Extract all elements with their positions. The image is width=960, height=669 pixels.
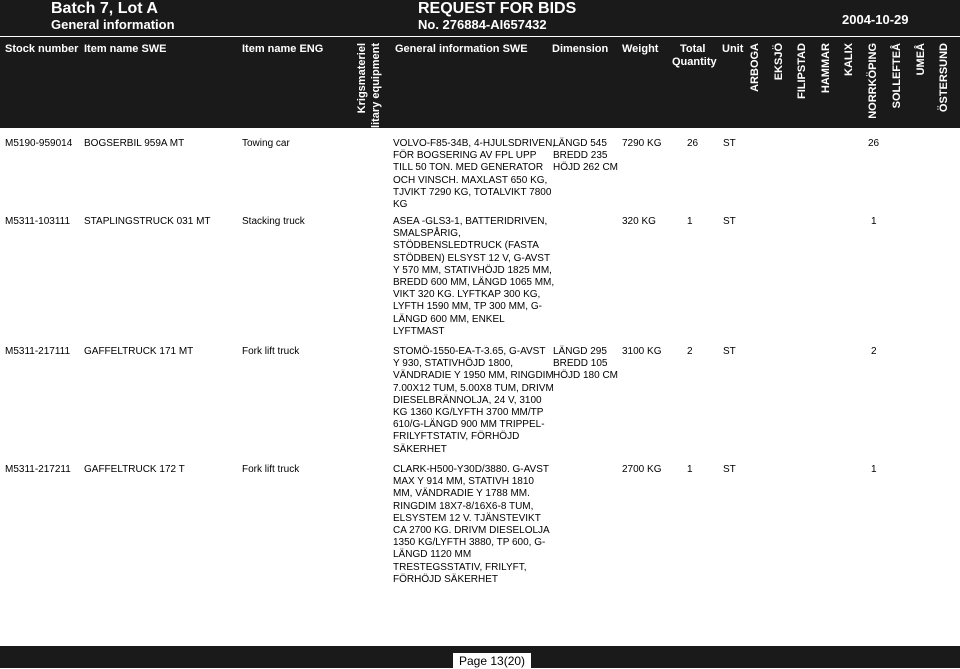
page-indicator: Page 13(20) — [453, 653, 531, 669]
location-quantity-norrkoping: 1 — [871, 216, 877, 227]
stock-number: M5311-217111 — [5, 346, 71, 357]
item-name-swe: BOGSERBIL 959A MT — [84, 138, 185, 149]
location-quantity-norrkoping: 26 — [868, 138, 880, 149]
total-quantity: 1 — [687, 216, 693, 227]
col-location-ostersund: ÖSTERSUND — [938, 43, 950, 113]
total-quantity: 26 — [687, 138, 699, 149]
total-quantity: 2 — [687, 346, 693, 357]
general-info: VOLVO-F85-34B, 4-HJULSDRIVEN, FÖR BOGSERING AV FPL UPP TILL 50 TON. MED GENERATOR OCH VINSCH. MAXLAST 650 KG, TJVIKT 7290 KG, TOTALVIKT 7800 KG — [393, 138, 556, 211]
column-header-band — [0, 36, 960, 141]
col-location-kalix: KALIX — [843, 43, 855, 76]
title-band — [0, 0, 960, 36]
weight: 2700 KG — [622, 464, 662, 475]
col-location-filipstad: FILIPSTAD — [796, 43, 808, 100]
col-location-eksjo: EKSJÖ — [773, 43, 785, 81]
col-location-arboga: ARBOGA — [749, 43, 761, 92]
col-item-name-eng: Item name ENG — [242, 43, 324, 55]
unit: ST — [723, 346, 736, 357]
col-unit: Unit — [722, 43, 744, 55]
request-number: No. 276884-AI657432 — [418, 17, 547, 32]
item-name-eng: Fork lift truck — [242, 346, 300, 357]
item-name-eng: Fork lift truck — [242, 464, 300, 475]
item-name-swe: GAFFELTRUCK 171 MT — [84, 346, 194, 357]
col-general-info-swe: General information SWE — [395, 43, 528, 55]
item-name-eng: Towing car — [242, 138, 290, 149]
location-quantity-norrkoping: 2 — [871, 346, 877, 357]
col-stock-number: Stock number — [5, 43, 79, 55]
stock-number: M5311-217211 — [5, 464, 71, 475]
col-location-norrkoping: NORRKÖPING — [867, 43, 879, 119]
col-quantity: Quantity — [672, 56, 717, 68]
col-total: Total — [680, 43, 706, 55]
total-quantity: 1 — [687, 464, 693, 475]
col-location-umea: UMEÅ — [915, 43, 927, 76]
weight: 7290 KG — [622, 138, 662, 149]
dimension: LÄNGD 545 BREDD 235 HÖJD 262 CM — [553, 138, 619, 174]
col-weight: Weight — [622, 43, 659, 55]
footer-band — [0, 646, 960, 668]
document-date: 2004-10-29 — [842, 12, 909, 27]
document-title: REQUEST FOR BIDS — [418, 0, 577, 17]
unit: ST — [723, 216, 736, 227]
batch-title: Batch 7, Lot A — [51, 0, 158, 17]
col-military-krigsmateriel: Krigsmateriel — [356, 43, 368, 114]
item-name-swe: STAPLINGSTRUCK 031 MT — [84, 216, 211, 227]
weight: 320 KG — [622, 216, 656, 227]
col-location-solleftea: SOLLEFTEÅ — [891, 43, 903, 109]
weight: 3100 KG — [622, 346, 662, 357]
dimension: LÄNGD 295 BREDD 105 HÖJD 180 CM — [553, 346, 619, 382]
stock-number: M5311-103111 — [5, 216, 71, 227]
col-dimension: Dimension — [552, 43, 609, 55]
col-item-name-swe: Item name SWE — [84, 43, 167, 55]
batch-subtitle: General information — [51, 17, 175, 32]
location-quantity-norrkoping: 1 — [871, 464, 877, 475]
item-name-eng: Stacking truck — [242, 216, 305, 227]
general-info: STOMÖ-1550-EA-T-3.65, G-AVST Y 930, STATIVHÖJD 1800, VÄNDRADIE Y 1950 MM, RINGDIM 7.00X12 TUM, 5.00X8 TUM, DRIVM DIESELBRÄNNOLJA, 24 V, 3100 KG 1360 KG/LYFTH 3700 MM/TP 610/G-LÄNGD 900 MM TRIPPEL- FRILYFTSTATIV, FÖRHÖJD SÄKERHET — [393, 346, 554, 455]
col-military-equipment: Military equipment — [370, 43, 382, 141]
stock-number: M5190-959014 — [5, 138, 73, 149]
item-name-swe: GAFFELTRUCK 172 T — [84, 464, 185, 475]
col-location-hammar: HAMMAR — [820, 43, 832, 94]
general-info: CLARK-H500-Y30D/3880. G-AVST MAX Y 914 MM, STATIVH 1810 MM, VÄNDRADIE Y 1788 MM. RINGDIM 18X7-8/16X6-8 TUM, ELSYSTEM 12 V. TJÄNSTEVIKT CA 2700 KG. DRIVM DIESELOLJA 1350 KG/LYFTH 3880, TP 600, G- LÄNGD 1120 MM TRESTEGSSTATIV, FRILYFT, FÖRHÖJD SÄKERHET — [393, 464, 550, 585]
unit: ST — [723, 464, 736, 475]
unit: ST — [723, 138, 736, 149]
general-info: ASEA -GLS3-1, BATTERIDRIVEN, SMALSPÅRIG, STÖDBENSLEDTRUCK (FASTA STÖDBEN) ELSYST 12 V, G-AVST Y 570 MM, STATIVHÖJD 1825 MM, BREDD 600 MM, LÄNGD 1065 MM, VIKT 320 KG. LYFTKAP 300 KG, LYFTH 1590 MM, TP 300 MM, G- LÄNGD 600 MM, ENKEL LYFTMAST — [393, 216, 555, 337]
